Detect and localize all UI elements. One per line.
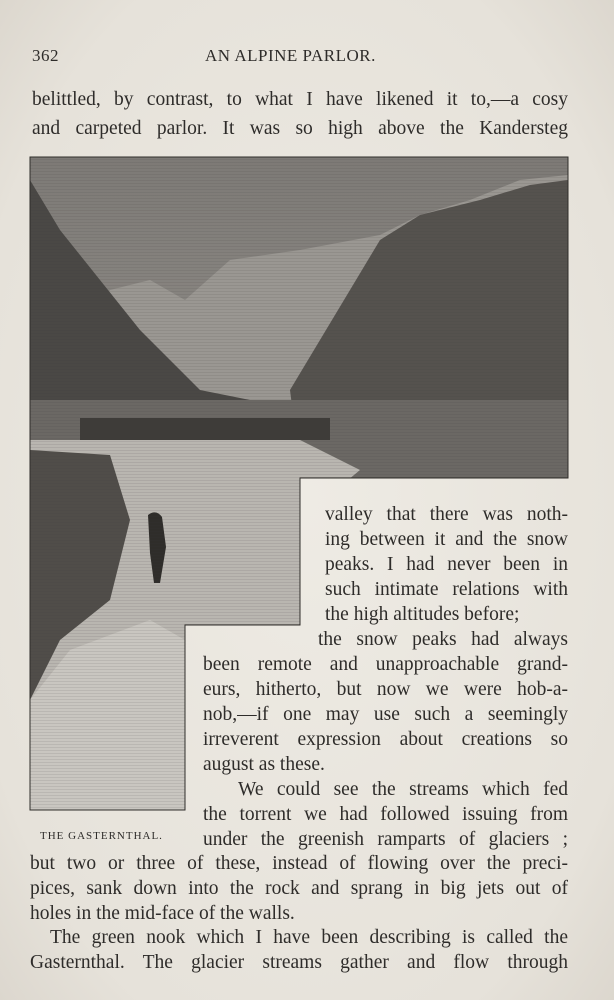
text-line: but two or three of these, instead of flowing over the preci- xyxy=(30,853,568,874)
text-line: Gasternthal. The glacier streams gather and flow through xyxy=(30,952,568,973)
text-line: peaks. I had never been in xyxy=(325,554,568,575)
running-title: AN ALPINE PARLOR. xyxy=(205,46,376,65)
text-line: the snow peaks had always xyxy=(318,629,568,650)
text-line: irreverent expression about creations so xyxy=(203,729,568,750)
illustration-caption: THE GASTERNTHAL. xyxy=(40,830,163,842)
text-line: The green nook which I have been describing is called the xyxy=(50,927,568,948)
text-line: such intimate relations with xyxy=(325,579,568,600)
text-line: ing between it and the snow xyxy=(325,529,568,550)
text-line: under the greenish ramparts of glaciers ; xyxy=(203,829,568,850)
text-line: and carpeted parlor. It was so high above the Kandersteg xyxy=(32,118,568,139)
text-line: nob,—if one may use such a seemingly xyxy=(203,704,568,725)
text-line: pices, sank down into the rock and sprang in big jets out of xyxy=(30,878,568,899)
text-line: valley that there was noth- xyxy=(325,504,568,525)
text-line: We could see the streams which fed xyxy=(238,779,568,800)
text-line: holes in the mid-face of the walls. xyxy=(30,903,295,924)
text-line: the torrent we had followed issuing from xyxy=(203,804,568,825)
page-number: 362 xyxy=(32,46,59,65)
text-line: eurs, hitherto, but now we were hob-a- xyxy=(203,679,568,700)
text-line: the high altitudes before; xyxy=(325,604,520,625)
text-line: been remote and unapproachable grand- xyxy=(203,654,568,675)
text-line: belittled, by contrast, to what I have likened it to,—a cosy xyxy=(32,89,568,110)
text-line: august as these. xyxy=(203,754,325,775)
